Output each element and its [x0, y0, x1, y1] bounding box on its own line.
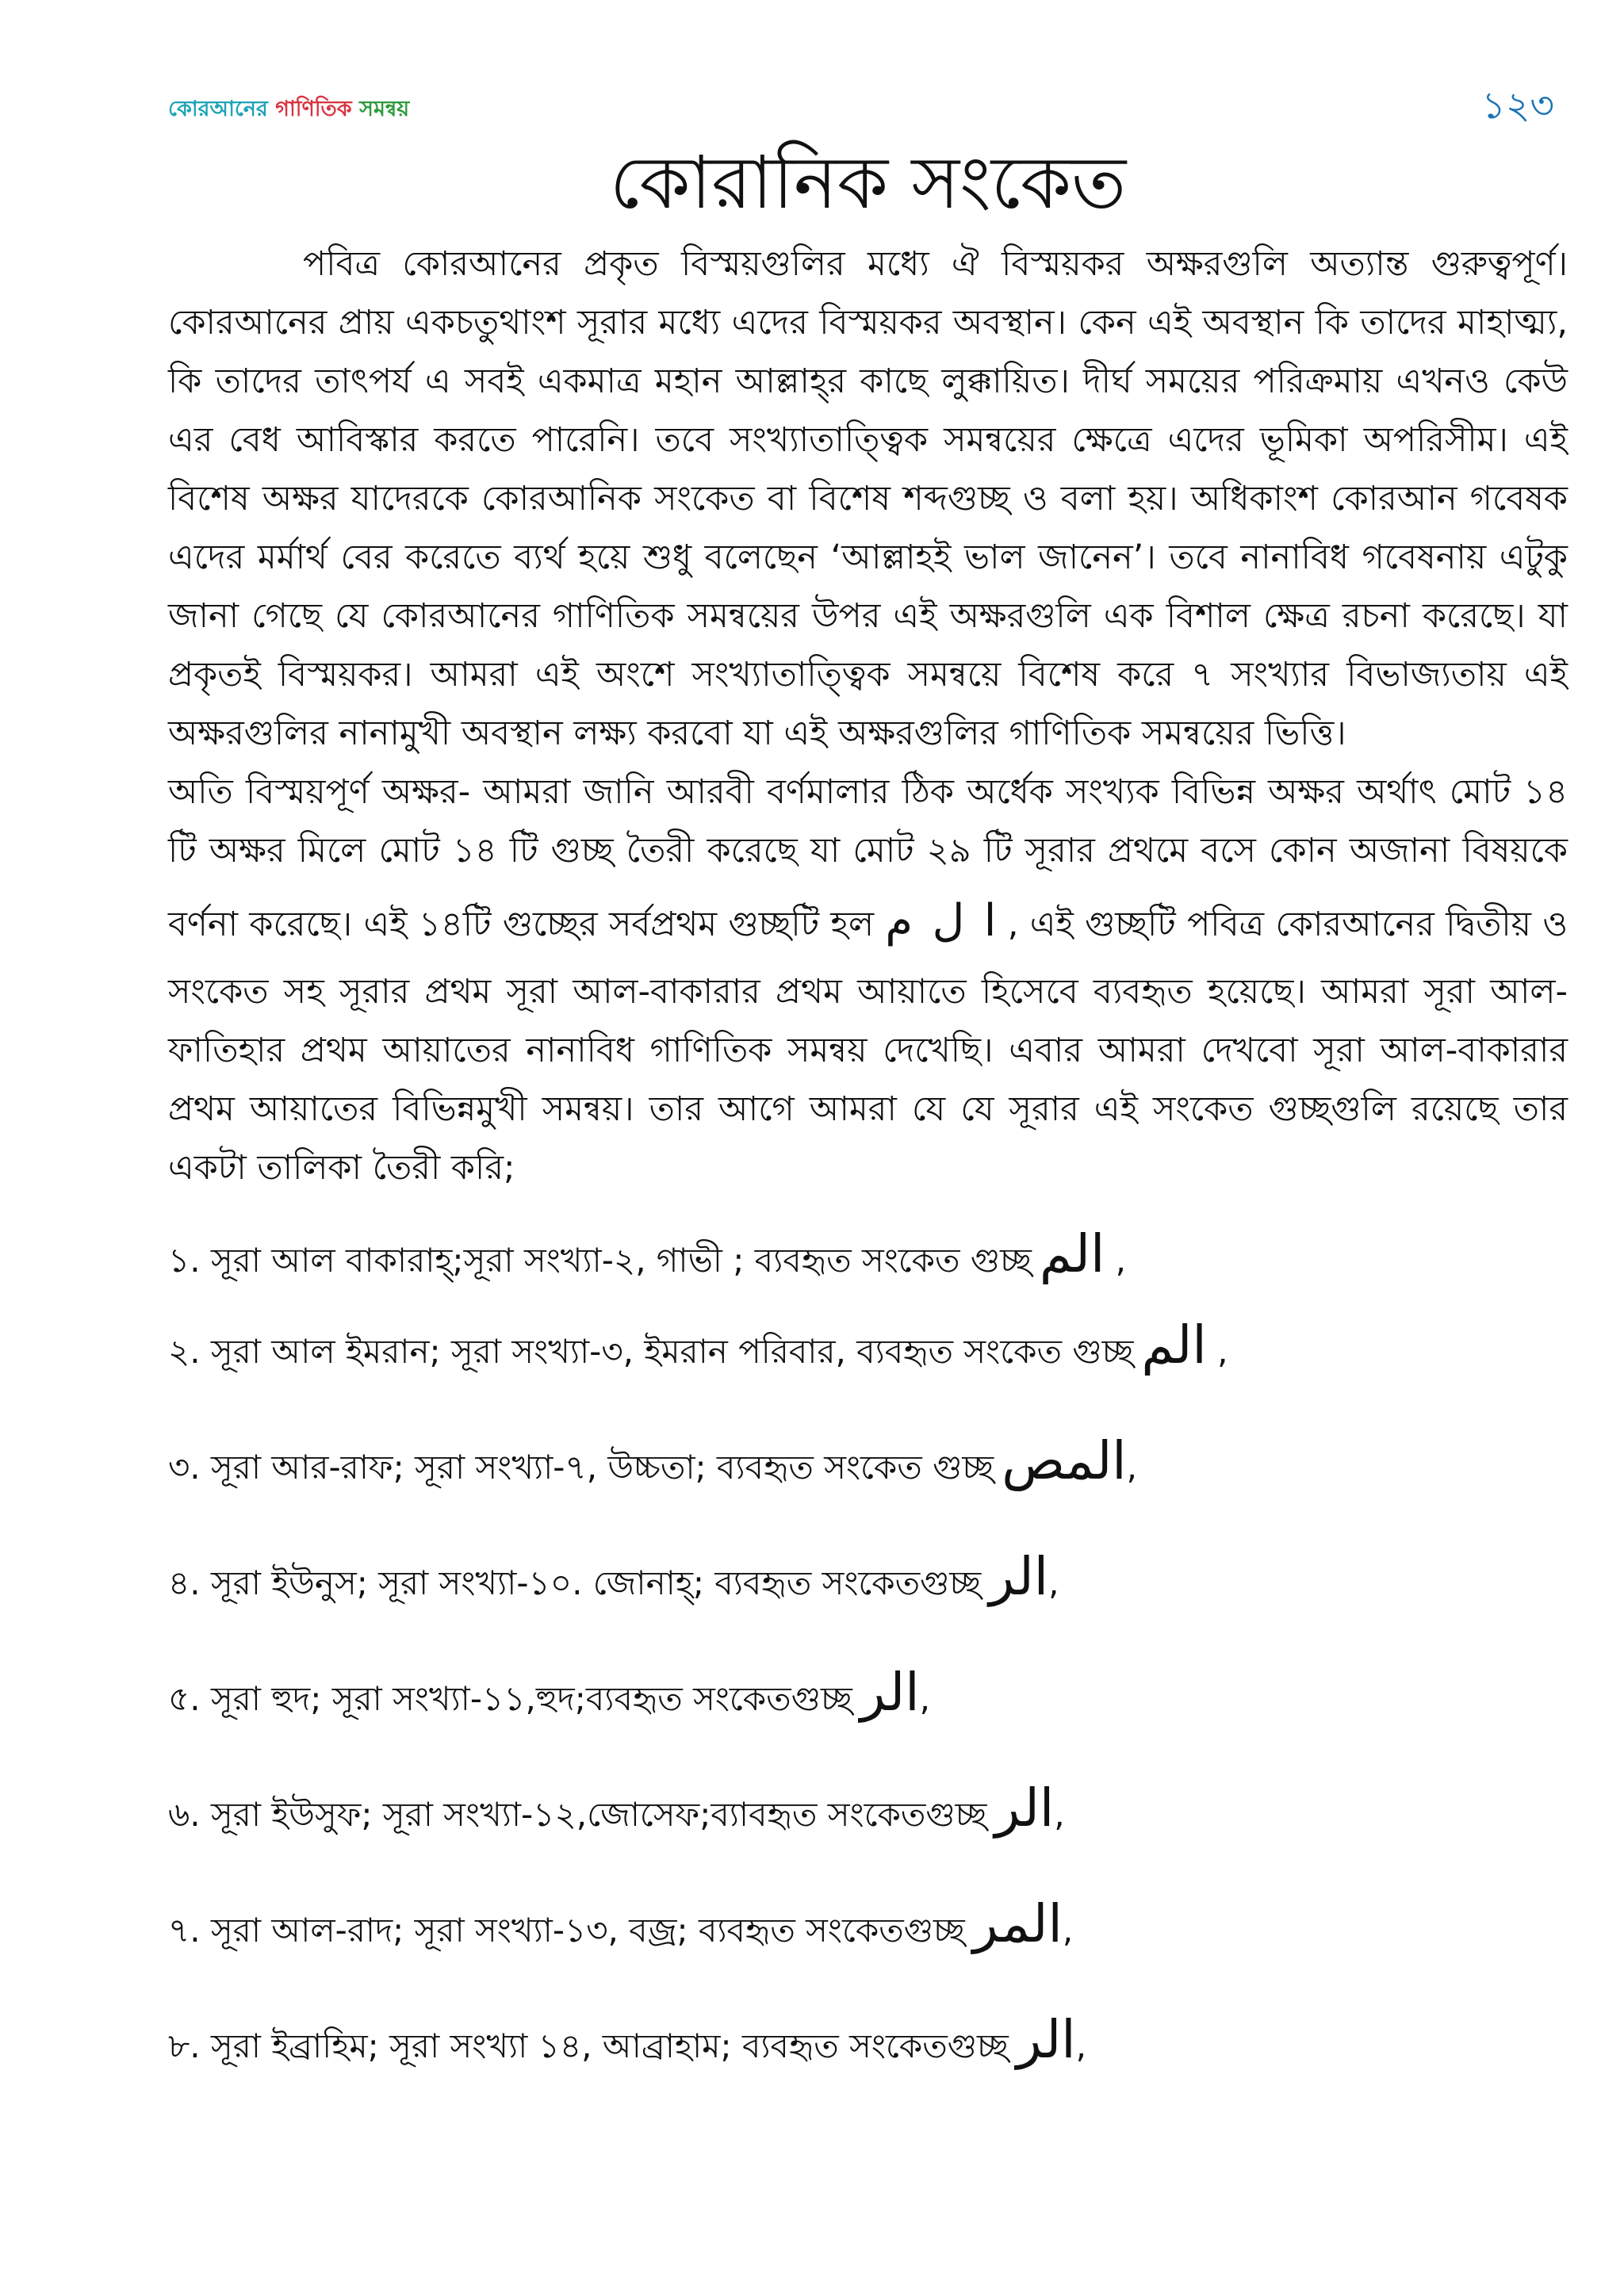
surah-item-tail: , [1206, 1332, 1228, 1371]
letters-paragraph-text: অতি বিস্ময়পূর্ণ অক্ষর- আমরা জানি আরবী বর্ণমালার ঠিক অর্ধেক সংখ্যক বিভিন্ন অক্ষর অর্থাৎ মোট ১৪ টি অক্ষর মিলে মোট ১৪ টি গুচ্ছ তৈরী করেছে যা মোট ২৯ টি সূরার প্রথমে বসে কোন অজানা বিষয়কে বর্ণনা করেছে। এই ১৪টি গুচ্ছের সর্বপ্রথম গুচ্ছটি হল [168, 772, 1568, 944]
running-title-word: সমন্বয় [359, 97, 410, 121]
surah-item-text: ৬. সূরা ইউসুফ; সূরা সংখ্যা-১২,জোসেফ;ব্যাবহৃত সংকেতগুচ্ছ [168, 1795, 987, 1834]
letters-paragraph [168, 763, 1568, 1197]
surah-list-item [168, 1307, 1568, 1390]
surah-item-tail: , [1126, 1448, 1138, 1487]
surah-item-tail: , [1062, 1911, 1074, 1950]
letters-paragraph-text: , এই গুচ্ছটি পবিত্র কোরআনের দ্বিতীয় ও সংকেত সহ সূরার প্রথম সূরা আল-বাকারার প্রথম আয়াতে হিসেবে ব্যবহৃত হয়েছে। আমরা সূরা আল-ফাতিহার প্রথম আয়াতের নানাবিধ গাণিতিক সমন্বয় দেখেছি। এবার আমরা দেখবো সূরা আল-বাকারার প্রথম আয়াতের বিভিন্নমুখী সমন্বয়। তার আগে আমরা যে যে সূরার এই সংকেত গুচ্ছগুলি রয়েছে তার একটা তালিকা তৈরী করি; [168, 905, 1568, 1188]
surah-item-symbol: الر [989, 1546, 1049, 1607]
surah-list-item [168, 1216, 1568, 1299]
surah-list-item [168, 2002, 1568, 2084]
surah-item-text: ৭. সূরা আল-রাদ; সূরা সংখ্যা-১৩, বজ্র; ব্যবহৃত সংকেতগুচ্ছ [168, 1911, 965, 1950]
surah-list-item [168, 1770, 1568, 1853]
surah-list-item [168, 1886, 1568, 1969]
surah-item-tail: , [1048, 1563, 1059, 1602]
arabic-letters-symbol: ا ل م [885, 895, 997, 947]
surah-item-symbol: الم [1039, 1223, 1105, 1284]
surah-item-symbol: الر [860, 1662, 920, 1723]
surah-item-text: ৫. সূরা হুদ; সূরা সংখ্যা-১১,হুদ;ব্যবহৃত সংকেতগুচ্ছ [168, 1679, 852, 1718]
surah-item-text: ৩. সূরা আর-রাফ; সূরা সংখ্যা-৭, উচ্চতা; ব্যবহৃত সংকেত গুচ্ছ [168, 1448, 994, 1487]
intro-paragraph: পবিত্র কোরআনের প্রকৃত বিস্ময়গুলির মধ্যে ঐ বিস্ময়কর অক্ষরগুলি অত্যান্ত গুরুত্বপূর্ণ। কোরআনের প্রায় একচতুথাংশ সূরার মধ্যে এদের বিস্ময়কর অবস্থান। কেন এই অবস্থান কি তাদের মাহাত্ম্য, কি তাদের তাৎপর্য এ সবই একমাত্র মহান আল্লাহ্‌র কাছে লুক্কায়িত। দীর্ঘ সময়ের পরিক্রমায় এখনও কেউ এর বেধ আবিস্কার করতে পারেনি। তবে সংখ্যাতাত্ত্বিক সমন্বয়ের ক্ষেত্রে এদের ভূমিকা অপরিসীম। এই বিশেষ অক্ষর যাদেরকে কোরআনিক সংকেত বা বিশেষ শব্দগুচ্ছ ও বলা হয়। অধিকাংশ কোরআন গবেষক এদের মর্মার্থ বের করেতে ব্যর্থ হয়ে শুধু বলেছেন ‘আল্লাহই ভাল জানেন’। তবে নানাবিধ গবেষনায় এটুকু জানা গেছে যে কোরআনের গাণিতিক সমন্বয়ের উপর এই অক্ষরগুলি এক বিশাল ক্ষেত্র রচনা করেছে। যা প্রকৃতই বিস্ময়কর। আমরা এই অংশে সংখ্যাতাত্ত্বিক সমন্বয়ে বিশেষ করে ৭ সংখ্যার বিভাজ্যতায় এই অক্ষরগুলির নানামুখী অবস্থান লক্ষ্য করবো যা এই অক্ষরগুলির গাণিতিক সমন্বয়ের ভিত্তি। [168, 244, 1568, 753]
surah-item-symbol: الر [1016, 2009, 1076, 2070]
page-title: কোরানিক সংকেত [609, 140, 1127, 225]
surah-list-item [168, 1655, 1568, 1737]
body-content [168, 235, 1568, 2084]
running-title-word: গাণিতিক [275, 97, 352, 121]
surah-item-symbol: الر [994, 1777, 1055, 1839]
surah-item-text: ৮. সূরা ইব্রাহিম; সূরা সংখ্যা ১৪, আব্রাহাম; ব্যবহৃত সংকেতগুচ্ছ [168, 2026, 1009, 2065]
surah-list [168, 1216, 1568, 2084]
surah-item-tail: , [1075, 2026, 1086, 2065]
surah-item-tail: , [1054, 1795, 1065, 1834]
surah-item-tail: , [919, 1679, 930, 1718]
surah-item-tail: , [1105, 1241, 1126, 1280]
page-number: ১২৩ [1481, 84, 1554, 128]
surah-item-text: ৪. সূরা ইউনুস; সূরা সংখ্যা-১০. জোনাহ্‌; ব্যবহৃত সংকেতগুচ্ছ [168, 1563, 982, 1602]
surah-item-symbol: المر [972, 1893, 1063, 1954]
surah-item-text: ২. সূরা আল ইমরান; সূরা সংখ্যা-৩, ইমরান পরিবার, ব্যবহৃত সংকেত গুচ্ছ [168, 1332, 1134, 1371]
surah-item-symbol: المص [1002, 1430, 1127, 1491]
surah-item-text: ১. সূরা আল বাকারাহ্‌;সূরা সংখ্যা-২, গাভী ; ব্যবহৃত সংকেত গুচ্ছ [168, 1241, 1032, 1280]
surah-list-item [168, 1423, 1568, 1506]
surah-item-symbol: الم [1141, 1314, 1207, 1376]
running-header-title [168, 94, 409, 125]
surah-list-item [168, 1539, 1568, 1621]
running-title-word: কোরআনের [168, 97, 268, 121]
